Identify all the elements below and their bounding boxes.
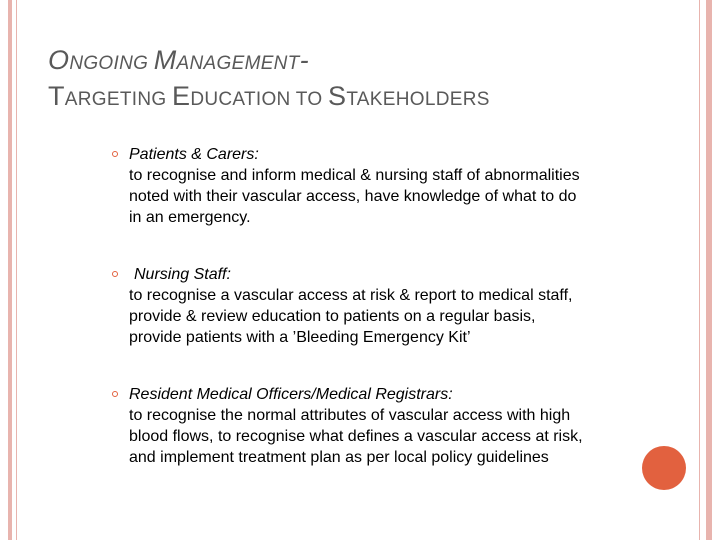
bullet-item bbox=[112, 264, 592, 348]
title-cap: O bbox=[48, 45, 70, 75]
bullet-ring-icon bbox=[112, 271, 118, 277]
bullet-text: to recognise the normal attributes of vascular access with high blood flows, to recognise what defines a vascular access at risk, and implement treatment plan as per local policy guidelines bbox=[129, 407, 583, 466]
title-smallcaps: NGOING bbox=[69, 53, 154, 74]
title-line-2 bbox=[48, 80, 668, 116]
bullet-text: to recognise a vascular access at risk & report to medical staff, provide & review education to patients on a regular basis, provide patients with a ’Bleeding Emergency Kit’ bbox=[129, 287, 573, 346]
bullet-text: to recognise and inform medical & nursing staff of abnormalities noted with their vascular access, have knowledge of what to do in an emergency. bbox=[129, 167, 580, 226]
title-smallcaps: TAKEHOLDERS bbox=[346, 89, 490, 110]
title-dash: - bbox=[299, 45, 309, 75]
title-cap: M bbox=[153, 45, 177, 75]
decorative-circle bbox=[642, 446, 686, 490]
title-line-1 bbox=[48, 44, 668, 80]
title-smallcaps: ANAGEMENT bbox=[176, 53, 300, 74]
title-smallcaps: DUCATION TO bbox=[190, 89, 328, 110]
left-border-line bbox=[16, 0, 17, 540]
bullet-list bbox=[112, 144, 592, 468]
title-cap: S bbox=[328, 81, 347, 111]
slide-title bbox=[48, 44, 668, 116]
bullet-ring-icon bbox=[112, 391, 118, 397]
bullet-heading: Patients & Carers: bbox=[129, 146, 259, 163]
bullet-ring-icon bbox=[112, 151, 118, 157]
title-cap: T bbox=[48, 81, 65, 111]
bullet-item bbox=[112, 384, 592, 468]
bullet-item bbox=[112, 144, 592, 228]
left-border-bar bbox=[8, 0, 12, 540]
title-smallcaps: ARGETING bbox=[64, 89, 173, 110]
bullet-heading: Resident Medical Officers/Medical Registrars: bbox=[129, 386, 453, 403]
bullet-heading: Nursing Staff: bbox=[134, 266, 231, 283]
right-border-bar bbox=[706, 0, 712, 540]
right-border-line bbox=[699, 0, 700, 540]
title-cap: E bbox=[172, 81, 191, 111]
